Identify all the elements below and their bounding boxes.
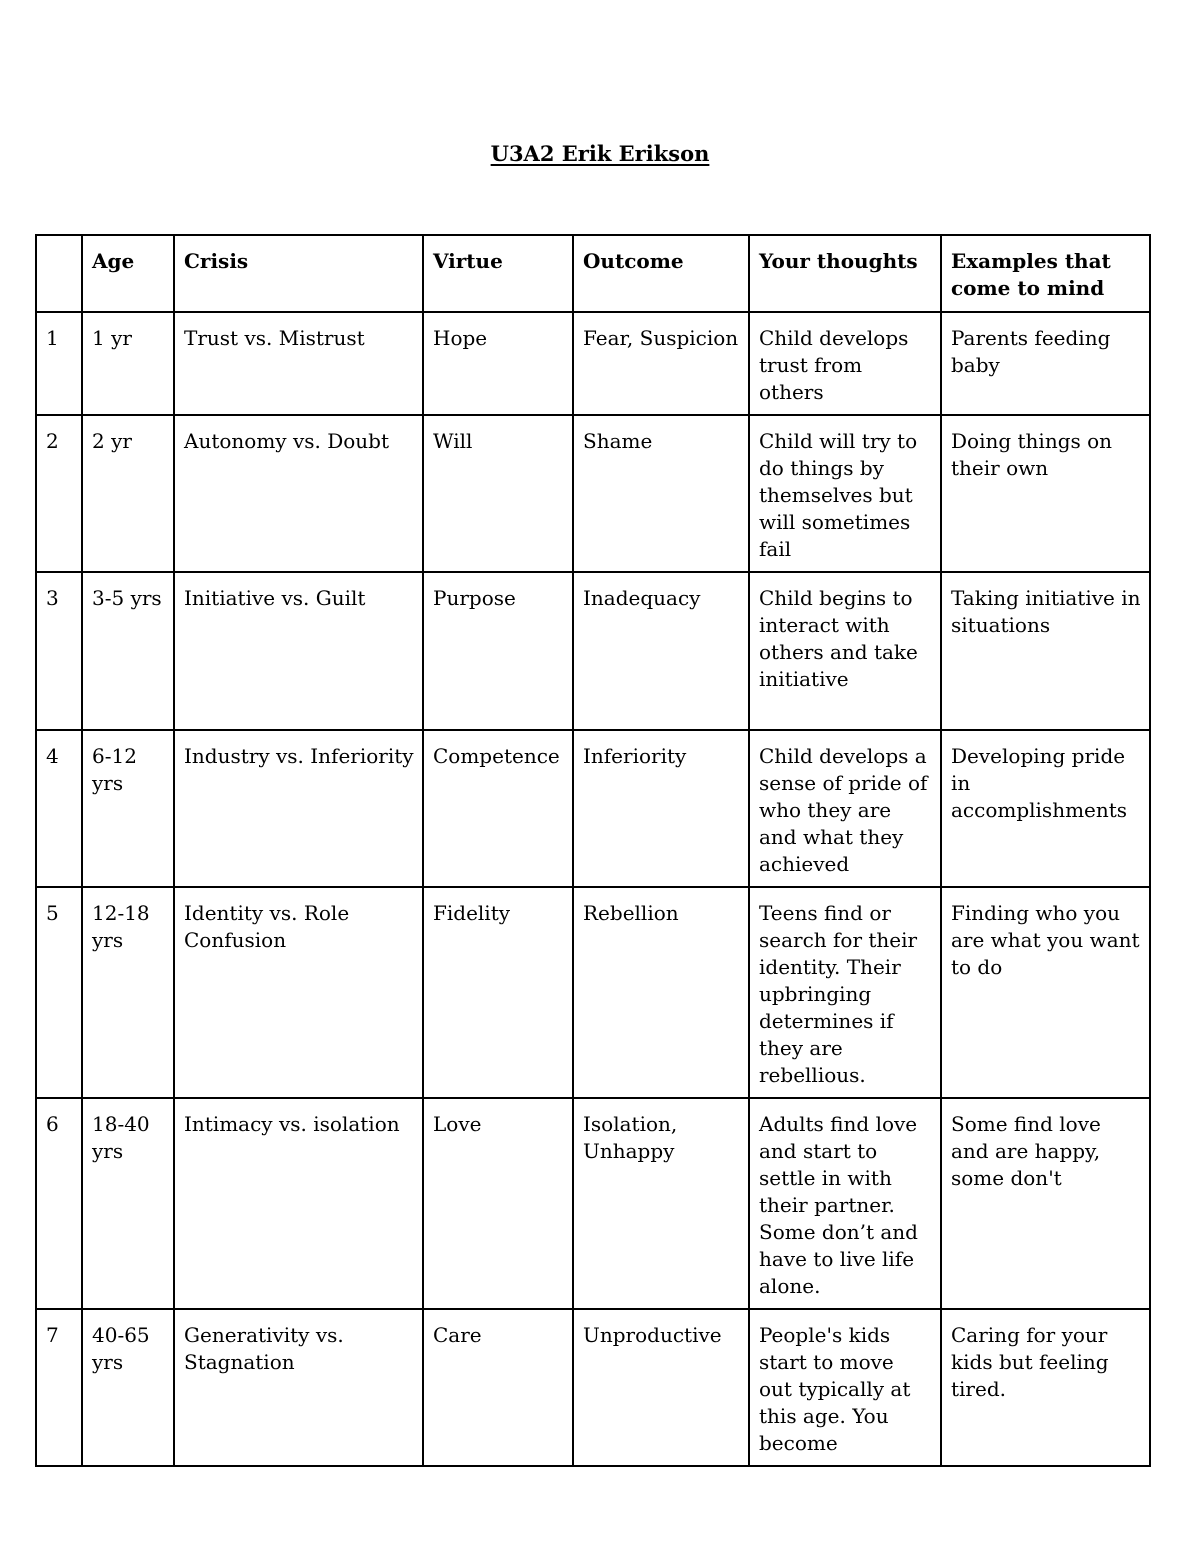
stage-age: 12-18 yrs — [82, 887, 174, 1098]
header-crisis: Crisis — [174, 235, 423, 312]
stage-age: 18-40 yrs — [82, 1098, 174, 1309]
stage-virtue: Love — [423, 1098, 573, 1309]
stage-examples: Some find love and are happy, some don't — [941, 1098, 1150, 1309]
header-your-thoughts: Your thoughts — [749, 235, 941, 312]
stage-examples: Taking initiative in situations — [941, 572, 1150, 730]
stage-number: 6 — [36, 1098, 82, 1309]
stage-examples: Developing pride in accomplishments — [941, 730, 1150, 887]
stage-age: 1 yr — [82, 312, 174, 415]
header-virtue: Virtue — [423, 235, 573, 312]
table-row — [36, 572, 1150, 730]
erikson-stages-table — [35, 234, 1151, 1467]
stage-crisis: Initiative vs. Guilt — [174, 572, 423, 730]
stage-examples: Finding who you are what you want to do — [941, 887, 1150, 1098]
table-row — [36, 312, 1150, 415]
stage-virtue: Will — [423, 415, 573, 572]
stage-crisis: Industry vs. Inferiority — [174, 730, 423, 887]
stage-thoughts: Child develops trust from others — [749, 312, 941, 415]
stage-virtue: Fidelity — [423, 887, 573, 1098]
stage-outcome: Inferiority — [573, 730, 749, 887]
header-number — [36, 235, 82, 312]
header-examples: Examples that come to mind — [941, 235, 1150, 312]
stage-age: 2 yr — [82, 415, 174, 572]
stage-examples: Doing things on their own — [941, 415, 1150, 572]
stage-crisis: Identity vs. Role Confusion — [174, 887, 423, 1098]
stage-thoughts: Teens find or search for their identity. Their upbringing determines if they are rebellious. — [749, 887, 941, 1098]
stage-age: 40-65 yrs — [82, 1309, 174, 1466]
stage-thoughts: Adults find love and start to settle in with their partner. Some don’t and have to live life alone. — [749, 1098, 941, 1309]
stage-outcome: Shame — [573, 415, 749, 572]
stage-number: 3 — [36, 572, 82, 730]
header-outcome: Outcome — [573, 235, 749, 312]
stage-thoughts: Child develops a sense of pride of who they are and what they achieved — [749, 730, 941, 887]
stage-thoughts: Child will try to do things by themselves but will sometimes fail — [749, 415, 941, 572]
document-title: U3A2 Erik Erikson — [490, 141, 710, 166]
stage-virtue: Care — [423, 1309, 573, 1466]
header-age: Age — [82, 235, 174, 312]
stage-virtue: Competence — [423, 730, 573, 887]
stage-thoughts: People's kids start to move out typically at this age. You become — [749, 1309, 941, 1466]
stage-virtue: Purpose — [423, 572, 573, 730]
stage-age: 3-5 yrs — [82, 572, 174, 730]
stage-number: 1 — [36, 312, 82, 415]
stage-crisis: Generativity vs. Stagnation — [174, 1309, 423, 1466]
stage-age: 6-12 yrs — [82, 730, 174, 887]
table-header-row — [36, 235, 1150, 312]
stage-number: 2 — [36, 415, 82, 572]
stage-outcome: Isolation, Unhappy — [573, 1098, 749, 1309]
stage-number: 5 — [36, 887, 82, 1098]
stage-outcome: Fear, Suspicion — [573, 312, 749, 415]
table-row — [36, 887, 1150, 1098]
stage-examples: Parents feeding baby — [941, 312, 1150, 415]
stage-crisis: Trust vs. Mistrust — [174, 312, 423, 415]
stage-crisis: Intimacy vs. isolation — [174, 1098, 423, 1309]
table-row — [36, 415, 1150, 572]
stage-virtue: Hope — [423, 312, 573, 415]
table-row — [36, 1098, 1150, 1309]
stage-outcome: Unproductive — [573, 1309, 749, 1466]
stage-outcome: Rebellion — [573, 887, 749, 1098]
stage-outcome: Inadequacy — [573, 572, 749, 730]
stage-crisis: Autonomy vs. Doubt — [174, 415, 423, 572]
stage-number: 7 — [36, 1309, 82, 1466]
stage-number: 4 — [36, 730, 82, 887]
table-row — [36, 730, 1150, 887]
stage-examples: Caring for your kids but feeling tired. — [941, 1309, 1150, 1466]
stage-thoughts: Child begins to interact with others and take initiative — [749, 572, 941, 730]
table-row — [36, 1309, 1150, 1466]
